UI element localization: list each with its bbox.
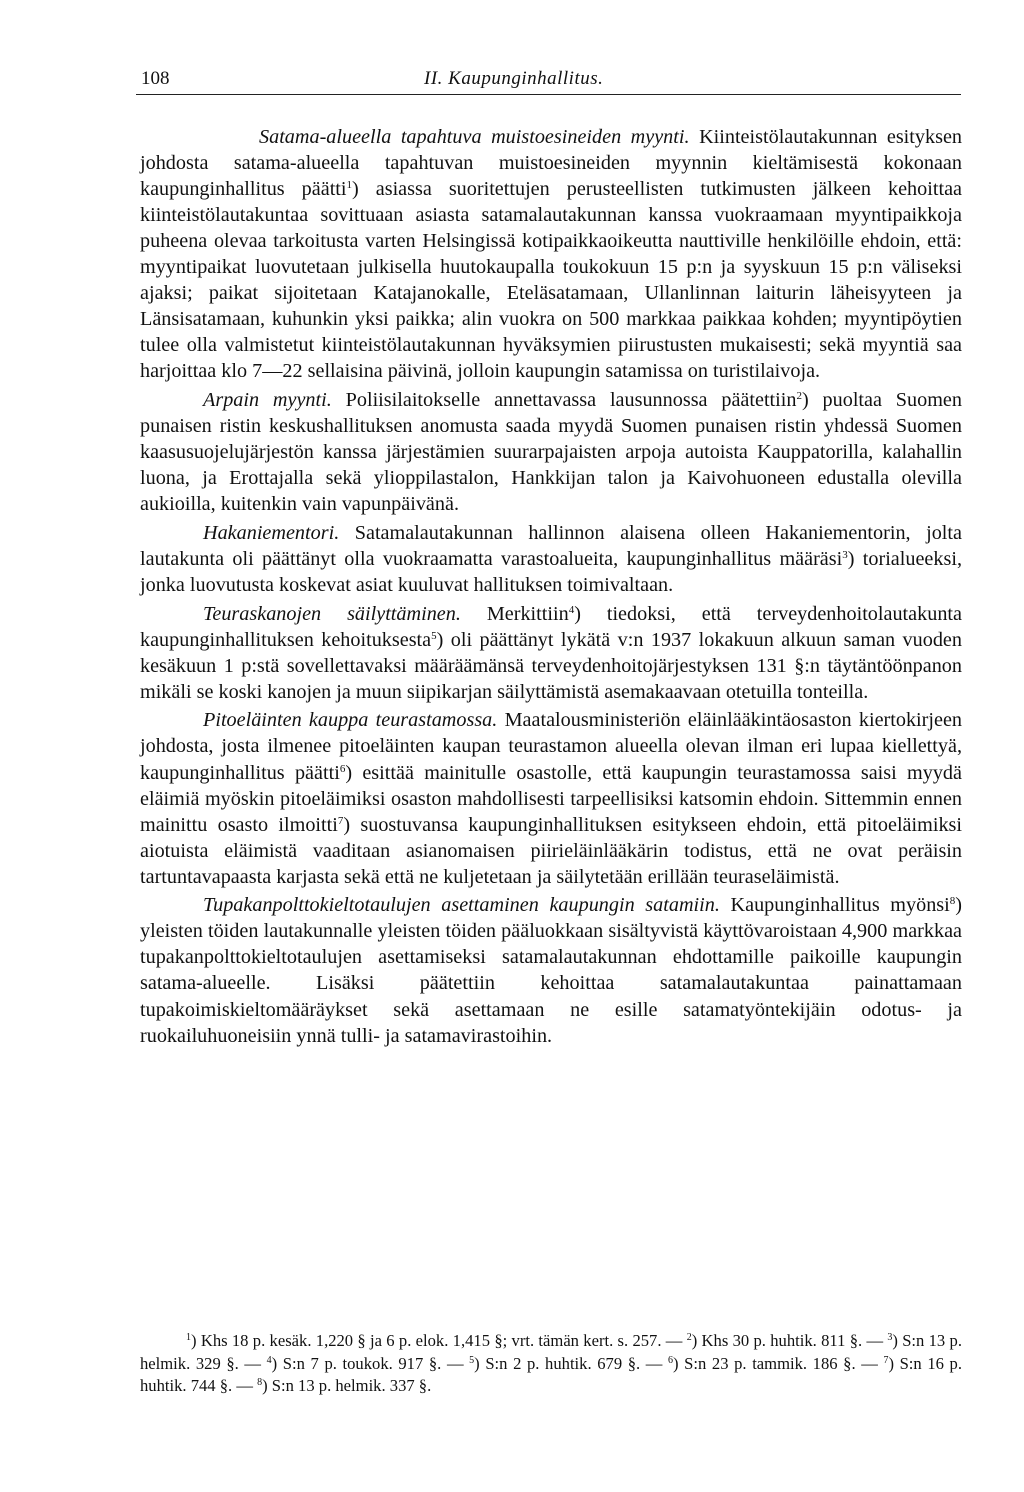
footnote-ref: 7: [337, 814, 344, 827]
paragraph-topic: Teuraskanojen säilyttäminen.: [203, 602, 461, 625]
paragraph-text: ) suostuvansa kaupunginhallituksen esitykseen ehdoin, että pitoeläimiksi aiotuista eläimistä vaaditaan asianomaisen piirieläinlääkärin todistus, että ne ovat peräisin tartuntavapaasta karjasta sekä että ne kuljetetaan ja säilytetään erillään teuraseläimistä.: [140, 813, 962, 888]
paragraph-text: Kaupunginhallitus myönsi: [719, 894, 950, 917]
footnote-entry: ) S:n 13 p. helmik. 337 §.: [262, 1376, 432, 1395]
paragraph-topic: Satama-alueella tapahtuva muistoesineiden myynti.: [259, 126, 690, 148]
paragraph-text: Poliisilaitokselle annettavassa lausunnossa päätettiin: [331, 389, 797, 412]
paragraph-text: ) oli päättänyt lykätä v:n 1937 lokakuun alkuun saman vuoden kesäkuun 1 p:stä sovellettavaksi määräämänsä terveydenhoitojärjestyksen 131 §:n täytäntöönpanon mikäli se koski kanojen ja muun siipikarjan säilyttämistä asemakaavaan otetuilla tonteilla.: [140, 628, 962, 703]
footnote-marker: 2: [686, 1332, 692, 1343]
footnote-ref: 6: [339, 762, 346, 775]
paragraph-text: Satamalautakunnan hallinnon alaisena olleen Hakaniementorin, jolta lautakunta oli päättänyt olla vuokraamatta varastoalueita, kaupunginhallitus määräsi: [140, 521, 962, 570]
footnote-marker: 7: [883, 1354, 889, 1366]
footnote-ref: 8: [949, 895, 956, 908]
footnote-entry: ) S:n 7 p. toukok. 917 §. —: [271, 1353, 470, 1373]
footnote-marker: 3: [887, 1332, 893, 1343]
page-header: [136, 60, 961, 95]
footnote-marker: 4: [266, 1354, 272, 1366]
footnote-marker: 5: [469, 1354, 475, 1366]
paragraph-text: ) puoltaa Suomen punaisen ristin keskushallituksen anomusta saada myydä Suomen punaisen ristin yhdessä Suomen kaasusuojelujärjestön kanssa järjestämien suurarpajaisten arpoja autoista Kauppatorilla, kalahallin luona, ja Erottajalla sekä ylioppilastalon, Hankkijan talon ja Kaivohuoneen edustalla olevilla aukioilla, kuitenkin vain vapunpäivänä.: [140, 389, 962, 516]
footnote-ref: 1: [346, 179, 353, 192]
paragraph-text: ) esittää mainitulle osastolle, että kaupungin teurastamossa saisi myydä eläimiä myöskin pitoeläimiksi osaston mahdollisesti tarpeellisiksi katsomin ehdoin. Sittemmin ennen mainittu osasto ilmoitti: [140, 761, 962, 836]
page-number: 108: [141, 68, 170, 89]
footnote-entry: ) S:n 23 p. tammik. 186 §. —: [673, 1353, 884, 1373]
footnote-marker: 6: [668, 1354, 674, 1366]
paragraph-text: Kiinteistölautakunnan esityksen johdosta satama-alueella tapahtuvan muistoesineiden myynnin kieltämisestä kokonaan kaupunginhallitus päätti: [140, 126, 962, 201]
paragraph-topic: Arpain myynti.: [203, 389, 332, 412]
paragraph-pitoelaimet: [140, 707, 962, 889]
paragraph-tupakanpolttokielto: [140, 892, 962, 1048]
paragraph-satama-alue: [140, 124, 962, 384]
paragraph-text: ) asiassa suoritettujen perusteellisten tutkimusten jälkeen kehoittaa kiinteistölautakuntaa sovittuaan asiasta satamalautakunnan kanssa vuokraamaan myyntipaikkoja puheena olevaa tarkoitusta varten Helsingissä kotipaikkaoikeutta nauttiville henkilöille ehdoin, että: myyntipaikat luovutetaan julkisella huutokaupalla toukokuun 15 p:n ja syyskuun 15 p:n väliseksi ajaksi; paikat sijoitetaan Katajanokalle, Eteläsatamaan, Ullanlinnan laiturin läheisyyteen ja Länsisatamaan, kuhunkin yksi paikka; alin vuokra on 500 markkaa paikkaa kohden; myyntipöytien tulee olla valmistetut kiinteistölautakunnan hyväksymien piirustusten mukaisesti; sekä myyntiä saa harjoittaa klo 7—22 sellaisina päivinä, jolloin kaupungin satamissa on turistilaivoja.: [140, 178, 962, 383]
paragraph-topic: Tupakanpolttokieltotaulujen asettaminen kaupungin satamiin.: [203, 894, 720, 917]
paragraph-teuraskanat: [140, 601, 962, 705]
paragraph-arpain-myynti: [140, 387, 962, 517]
paragraph-topic: Hakaniementori.: [203, 521, 340, 544]
footnote-marker: 8: [257, 1377, 263, 1388]
footnote-ref: 2: [796, 390, 802, 403]
paragraph-text: Maatalousministeriön eläinlääkintäosaston kiertokirjeen johdosta, josta ilmenee pitoeläinten kaupan teurastamon alueella olevan ilman eri lupaa kiellettyä, kaupunginhallitus päätti: [140, 709, 962, 784]
paragraph-text: ) tiedoksi, että terveydenhoitolautakunta kaupunginhallituksen kehoituksesta: [140, 602, 962, 651]
footnote-entry: ) Khs 30 p. huhtik. 811 §. —: [691, 1331, 888, 1350]
footnote-entry: ) S:n 2 p. huhtik. 679 §. —: [474, 1353, 669, 1373]
paragraph-text: Merkittiin: [460, 602, 569, 625]
paragraph-hakaniementori: [140, 520, 962, 598]
footnote-ref: 4: [568, 603, 575, 616]
footnote-entry: ) S:n 13 p. helmik. 329 §. —: [140, 1331, 962, 1373]
running-head: II. Kaupunginhallitus.: [424, 68, 604, 89]
footnote-entry: ) Khs 18 p. kesäk. 1,220 § ja 6 p. elok. 1,415 §; vrt. tämän kert. s. 257. —: [191, 1331, 687, 1350]
footnote-ref: 5: [431, 629, 437, 642]
footnote-text: [140, 1330, 962, 1398]
body-text: [140, 124, 962, 1051]
footnote-ref: 3: [842, 548, 848, 561]
paragraph-text: ) yleisten töiden lautakunnalle yleisten töiden pääluokkaan sisältyvistä käyttövaroistaan 4,900 markkaa tupakanpolttokieltotaulujen asettamiseksi satamalautakunnan ehdottamille paikoille kaupungin satama-alueelle. Lisäksi päätettiin kehoittaa satamalautakuntaa painattamaan tupakoimiskieltomääräykset sekä asettamaan ne esille satamatyöntekijäin odotus- ja ruokailuhuoneisiin ynnä tulli- ja satamavirastoihin.: [140, 894, 962, 1047]
footnote-marker: 1: [186, 1332, 191, 1343]
paragraph-topic: Pitoeläinten kauppa teurastamossa.: [203, 709, 498, 732]
footnote-entry: ) S:n 16 p. huhtik. 744 §. —: [140, 1353, 962, 1395]
footnotes: [140, 1330, 962, 1398]
paragraph-text: ) torialueeksi, jonka luovutusta koskevat asiat kuuluvat hallituksen toimivaltaan.: [140, 547, 962, 596]
